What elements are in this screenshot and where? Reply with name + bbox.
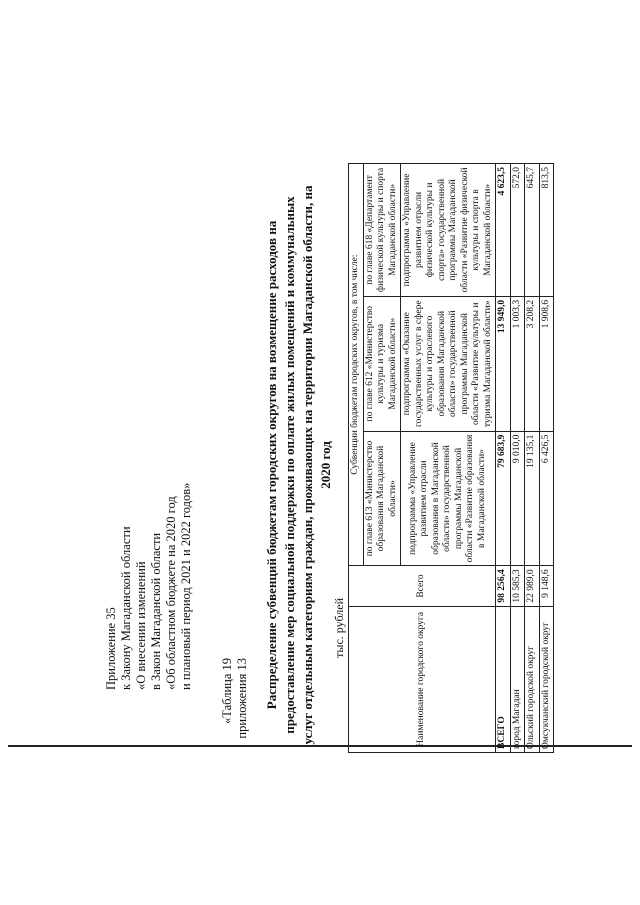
cell-total: 10 585,3 <box>510 566 525 606</box>
document-title: Распределение субвенций бюджетам городских округов на возмещение расходов на предоставление мер социальной поддержки по оплате жилых помещений и коммунальных услуг отдельным категориям граждан, проживающих на территории Магаданской области, на 2020 год <box>264 185 333 745</box>
unit-label: тыс. рублей <box>332 598 346 658</box>
cell-total: 98 256,4 <box>496 566 511 606</box>
cell-total: 22 989,0 <box>525 566 540 606</box>
table-row <box>539 164 554 753</box>
cell-618: 572,0 <box>510 164 525 297</box>
appendix-line: «Об областном бюджете на 2020 год <box>164 496 178 690</box>
table-row <box>525 164 540 753</box>
subsidy-table <box>348 163 554 753</box>
cell-618: 645,7 <box>525 164 540 297</box>
header-col-612: по главе 612 «Министерство культуры и туризма Магаданской области» <box>363 296 401 431</box>
header-col-618: по главе 618 «Департамент физической культуры и спорта Магаданской области» <box>363 164 401 297</box>
cell-612: 3 208,2 <box>525 296 540 431</box>
table-header-row <box>349 164 364 753</box>
header-group: Субвенции бюджетам городских округов, в том числе: <box>349 164 364 566</box>
table-row-total <box>496 164 511 753</box>
header-sub-613: подпрограмма «Управление развитием отрасли образования в Магаданской области» государственной программы Магаданской области «Развитие образования в Магаданской области» <box>401 431 496 566</box>
cell-612: 1 003,3 <box>510 296 525 431</box>
header-col-613: по главе 613 «Министерство образования Магаданской области» <box>363 431 401 566</box>
cell-name: Ольский городской округ <box>525 606 540 752</box>
appendix-line: «О внесении изменений <box>134 561 148 690</box>
cell-name: Омсукчанский городской округ <box>539 606 554 752</box>
cell-total: 9 148,6 <box>539 566 554 606</box>
table-reference <box>220 658 250 818</box>
cell-618: 813,5 <box>539 164 554 297</box>
cell-613: 19 135,1 <box>525 431 540 566</box>
cell-613: 6 426,5 <box>539 431 554 566</box>
appendix-line: к Закону Магаданской области <box>119 526 133 690</box>
cell-613: 9 010,0 <box>510 431 525 566</box>
cell-613: 79 683,9 <box>496 431 511 566</box>
table-reference-line: «Таблица 19 <box>220 658 234 724</box>
cell-name: ВСЕГО <box>496 606 511 752</box>
table-row <box>510 164 525 753</box>
header-sub-612: подпрограмма «Оказание государственных услуг в сфере культуры и отраслевого образования Магаданской области» государственной программы Магаданской области «Развитие культуры и туризма Магаданской области» <box>401 296 496 431</box>
appendix-line: и плановый период 2021 и 2022 годов» <box>179 482 193 690</box>
cell-618: 4 623,5 <box>496 164 511 297</box>
cell-612: 1 908,6 <box>539 296 554 431</box>
cell-612: 13 949,0 <box>496 296 511 431</box>
table-reference-line: приложения 13 <box>235 658 249 739</box>
appendix-line: Приложение 35 <box>104 607 118 690</box>
header-sub-618: подпрограмма «Управление развитием отрасли физической культуры и спорта» государственной программы Магаданской области «Развитие физической культуры и спорта в Магаданской области» <box>401 164 496 297</box>
appendix-line: в Закон Магаданской области <box>149 532 163 690</box>
header-total: Всего <box>349 566 496 606</box>
header-name: Наименование городского округа <box>349 606 496 752</box>
appendix-header <box>104 483 194 690</box>
cell-name: город Магадан <box>510 606 525 752</box>
